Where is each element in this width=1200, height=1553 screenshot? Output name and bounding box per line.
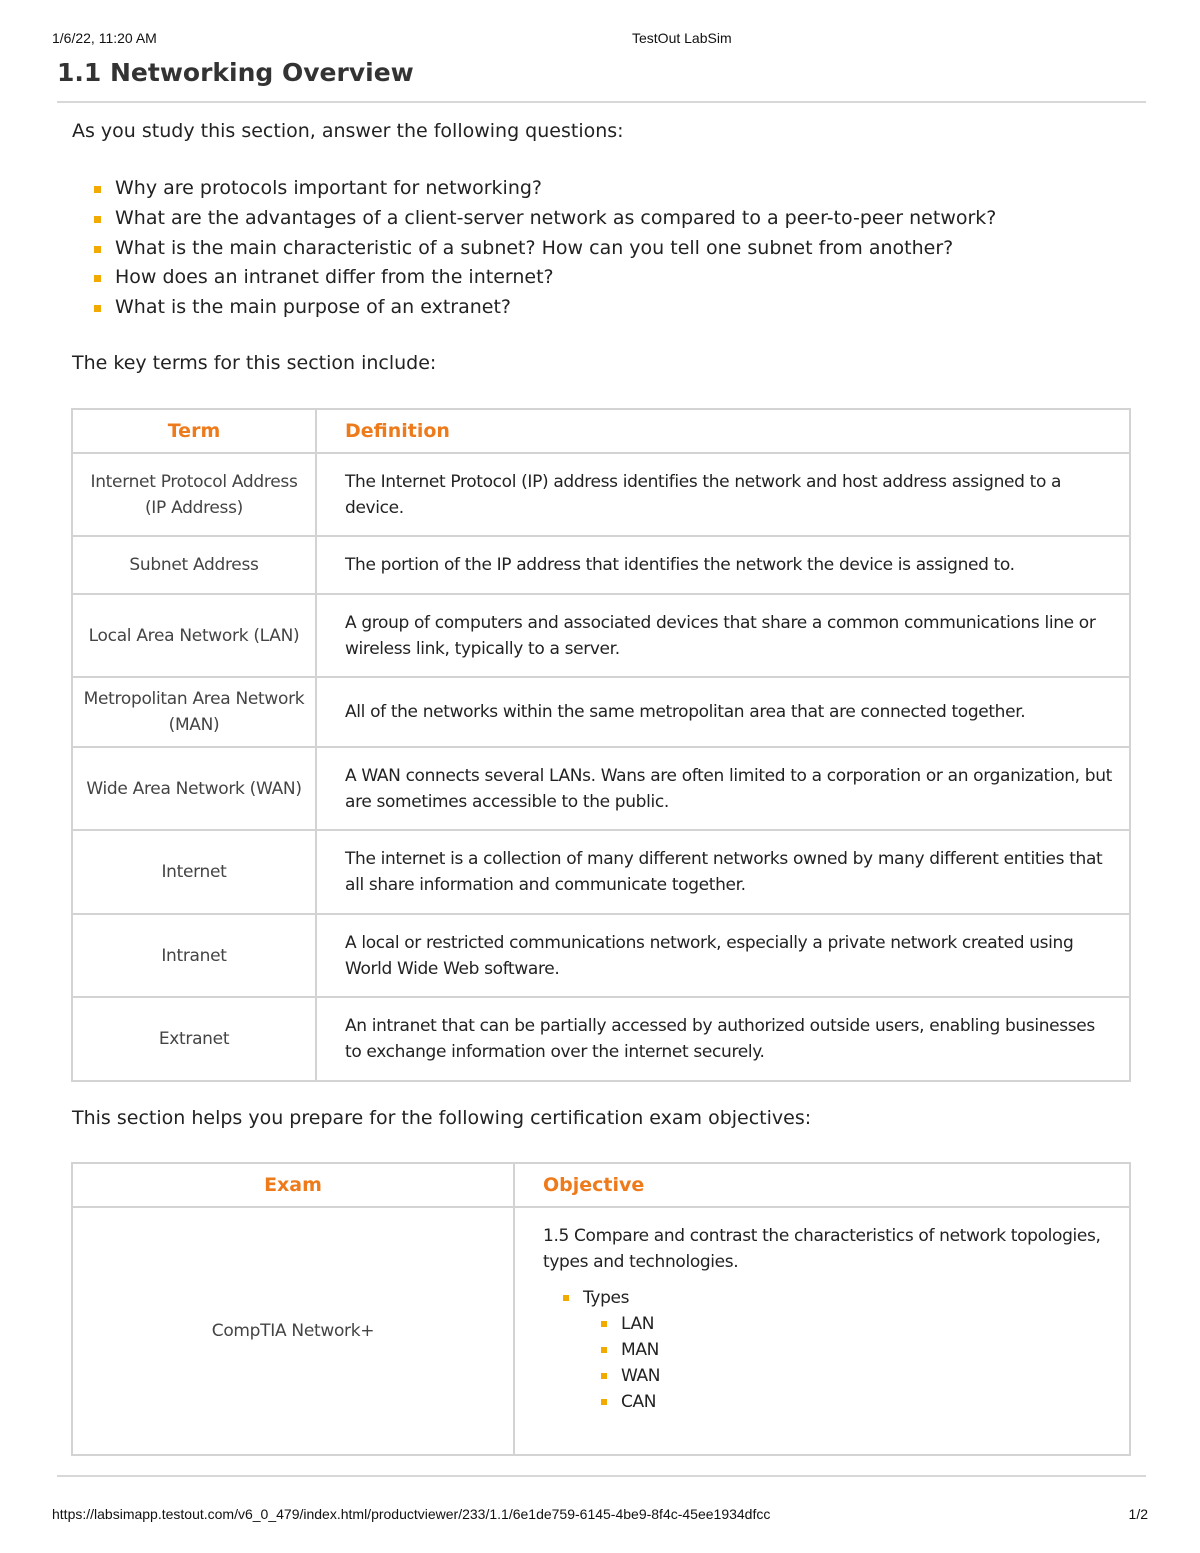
table-header-row [72,1163,1130,1207]
square-bullet-icon [601,1321,607,1327]
list-item [94,263,996,293]
term-cell: Local Area Network (LAN) [72,594,316,677]
objective-category: Types [583,1288,630,1308]
term-cell: Internet [72,830,316,914]
objective-item: CAN [621,1392,657,1412]
print-site-title: TestOut LabSim [632,30,732,46]
definition-column-header: Definition [316,409,1130,453]
term-column-header: Term [72,409,316,453]
definition-cell: A WAN connects several LANs. Wans are often limited to a corporation or an organization, but are sometimes accessible to the public. [316,747,1130,830]
objective-item: LAN [621,1314,655,1334]
objective-item: WAN [621,1366,661,1386]
definition-cell: The portion of the IP address that identifies the network the device is assigned to. [316,536,1130,594]
list-item [601,1337,1115,1363]
square-bullet-icon [94,275,101,282]
definition-cell: A group of computers and associated devices that share a common communications line or wireless link, typically to a server. [316,594,1130,677]
term-cell: Intranet [72,914,316,997]
objective-cell [514,1207,1130,1455]
list-item [601,1363,1115,1389]
definition-cell: The Internet Protocol (IP) address identifies the network and host address assigned to a device. [316,453,1130,536]
exam-objectives-table [71,1162,1131,1456]
key-terms-intro: The key terms for this section include: [72,352,437,374]
list-item [563,1285,1115,1415]
page-title: 1.1 Networking Overview [57,58,414,87]
key-terms-table [71,408,1131,1082]
list-item [601,1389,1115,1415]
square-bullet-icon [94,246,101,253]
definition-cell: An intranet that can be partially accessed by authorized outside users, enabling businesses to exchange information over the internet securely. [316,997,1130,1081]
table-row [72,677,1130,747]
exam-column-header: Exam [72,1163,514,1207]
term-cell: Wide Area Network (WAN) [72,747,316,830]
term-cell: Extranet [72,997,316,1081]
question-text: What is the main purpose of an extranet? [115,296,511,319]
table-row [72,747,1130,830]
term-cell: Internet Protocol Address (IP Address) [72,453,316,536]
objective-item: MAN [621,1340,659,1360]
title-divider [57,101,1146,103]
question-list [94,174,996,323]
print-datetime: 1/6/22, 11:20 AM [52,30,157,46]
objectives-intro: This section helps you prepare for the following certification exam objectives: [72,1107,812,1129]
question-text: What is the main characteristic of a subnet? How can you tell one subnet from another? [115,236,954,259]
print-footer [52,1506,1148,1526]
table-row [72,914,1130,997]
objective-text: 1.5 Compare and contrast the characteristics of network topologies, types and technologies. [543,1226,1101,1272]
square-bullet-icon [94,216,101,223]
table-row [72,453,1130,536]
table-row [72,536,1130,594]
list-item [94,293,996,323]
definition-cell: A local or restricted communications network, especially a private network created using World Wide Web software. [316,914,1130,997]
definition-cell: All of the networks within the same metropolitan area that are connected together. [316,677,1130,747]
objective-column-header: Objective [514,1163,1130,1207]
list-item [601,1311,1115,1337]
square-bullet-icon [601,1347,607,1353]
list-item [94,204,996,234]
objective-list [543,1285,1115,1415]
square-bullet-icon [563,1295,569,1301]
print-header [52,30,1148,50]
table-header-row [72,409,1130,453]
square-bullet-icon [94,186,101,193]
term-cell: Subnet Address [72,536,316,594]
list-item [94,174,996,204]
questions-intro: As you study this section, answer the following questions: [72,120,624,142]
table-row [72,997,1130,1081]
table-row [72,830,1130,914]
question-text: How does an intranet differ from the internet? [115,266,554,289]
term-cell: Metropolitan Area Network (MAN) [72,677,316,747]
definition-cell: The internet is a collection of many different networks owned by many different entities that all share information and communicate together. [316,830,1130,914]
list-item [94,234,996,264]
objective-sublist [583,1311,1115,1415]
question-text: What are the advantages of a client-server network as compared to a peer-to-peer network? [115,206,997,229]
page-url: https://labsimapp.testout.com/v6_0_479/index.html/productviewer/233/1.1/6e1de759-6145-4be9-8f4c-45ee1934dfcc [52,1506,771,1522]
exam-name-cell: CompTIA Network+ [72,1207,514,1455]
square-bullet-icon [601,1399,607,1405]
question-text: Why are protocols important for networking? [115,177,543,199]
table-row [72,594,1130,677]
table-row [72,1207,1130,1455]
page-number: 1/2 [1128,1506,1148,1522]
square-bullet-icon [601,1373,607,1379]
square-bullet-icon [94,305,101,312]
footer-divider [57,1475,1146,1477]
